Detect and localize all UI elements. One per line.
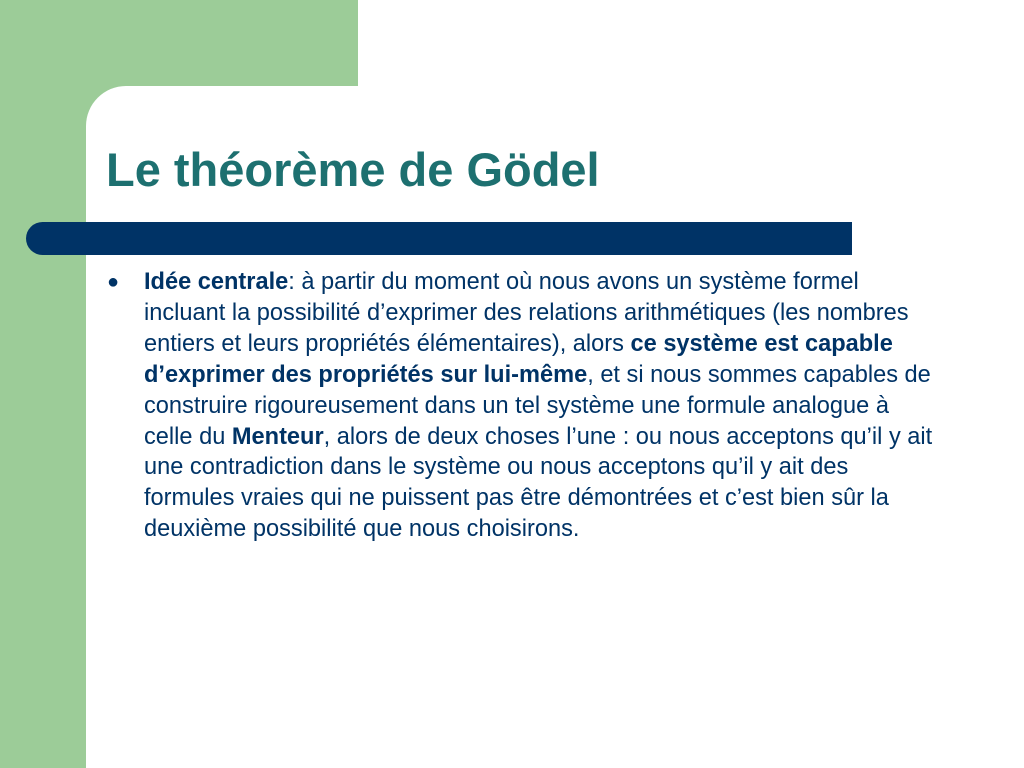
paragraph-text-2: , et si nous sommes capables de construire rigoureusement dans un tel système une formule analogue à celle du bbox=[144, 361, 931, 450]
bullet-paragraph bbox=[144, 267, 937, 545]
paragraph-text-3: , alors de deux choses l’une : ou nous acceptons qu’il y ait une contradiction dans le système ou nous acceptons qu’il y ait des formules vraies qui ne puissent pas être démontrées et c’est bien sûr la deuxième possibilité que nous choisirons. bbox=[144, 423, 933, 543]
emphasis-text-1: ce système est capable d’exprimer des propriétés sur lui-même bbox=[144, 330, 893, 388]
bullet-dot-icon: ● bbox=[107, 271, 120, 293]
emphasis-text-2: Menteur bbox=[231, 423, 324, 450]
title-underline-bar bbox=[26, 222, 852, 255]
paragraph-text-1: : à partir du moment où nous avons un système formel incluant la possibilité d’exprimer des relations arithmétiques (les nombres entiers et leurs propriétés élémentaires), alors bbox=[144, 269, 909, 357]
key-term: Idée centrale bbox=[144, 269, 289, 295]
slide-title: Le théorème de Gödel bbox=[106, 143, 600, 196]
bullet-item bbox=[107, 267, 937, 545]
